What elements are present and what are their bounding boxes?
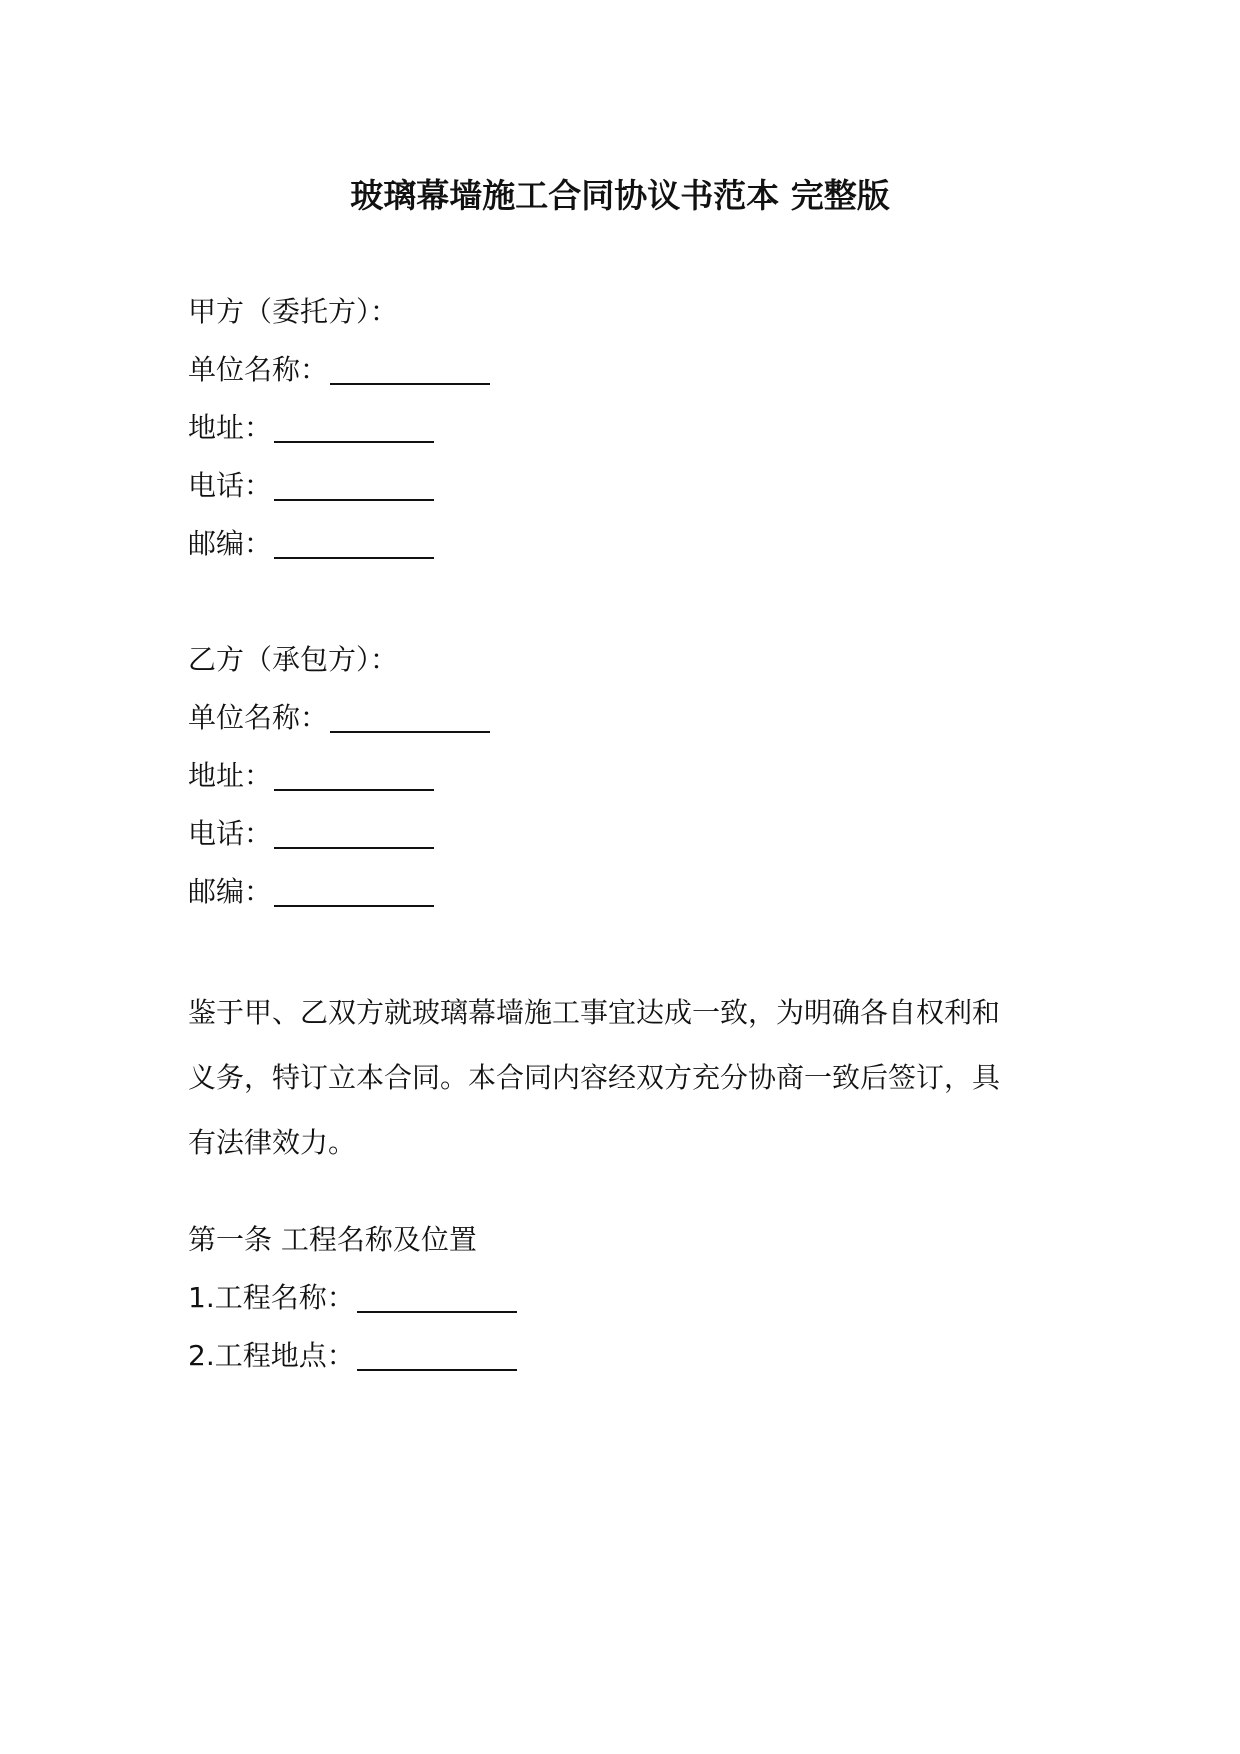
party-b-address-field [188, 756, 434, 796]
party-b-postcode-field [188, 872, 434, 912]
party-b-postcode-blank[interactable] [274, 875, 434, 907]
party-b-address-label: 地址： [188, 759, 273, 792]
party-a-heading: 甲方（委托方）： [188, 295, 399, 328]
project-name-label: 1.工程名称： [188, 1281, 355, 1314]
party-a-postcode-field [188, 524, 434, 564]
preamble-paragraph [188, 980, 1068, 1175]
article-1-heading: 第一条 工程名称及位置 [188, 1223, 477, 1256]
party-b-company-blank[interactable] [330, 701, 490, 733]
preamble-line: 有法律效力。 [188, 1126, 357, 1159]
party-b-heading: 乙方（承包方）： [188, 643, 399, 676]
party-b-phone-label: 电话： [188, 817, 273, 850]
project-location-label: 2.工程地点： [188, 1339, 355, 1372]
party-a-address-label: 地址： [188, 411, 273, 444]
project-name-field [188, 1278, 517, 1318]
party-a-postcode-label: 邮编： [188, 527, 273, 560]
party-a-phone-blank[interactable] [274, 469, 434, 501]
party-a-company-label: 单位名称： [188, 353, 329, 386]
party-b-phone-blank[interactable] [274, 817, 434, 849]
party-b-postcode-label: 邮编： [188, 875, 273, 908]
party-a-company-field [188, 350, 490, 390]
party-b-company-field [188, 698, 490, 738]
project-location-field [188, 1336, 517, 1376]
party-a-phone-label: 电话： [188, 469, 273, 502]
preamble-line: 义务，特订立本合同。本合同内容经双方充分协商一致后签订，具 [188, 1061, 1001, 1094]
party-b-phone-field [188, 814, 434, 854]
party-a-address-field [188, 408, 434, 448]
party-b-company-label: 单位名称： [188, 701, 329, 734]
project-name-blank[interactable] [357, 1281, 517, 1313]
project-location-blank[interactable] [357, 1339, 517, 1371]
preamble-line: 鉴于甲、乙双方就玻璃幕墙施工事宜达成一致，为明确各自权利和 [188, 996, 1001, 1029]
party-b-address-blank[interactable] [274, 759, 434, 791]
party-a-postcode-blank[interactable] [274, 527, 434, 559]
party-a-phone-field [188, 466, 434, 506]
party-a-address-blank[interactable] [274, 411, 434, 443]
party-a-company-blank[interactable] [330, 353, 490, 385]
document-title: 玻璃幕墙施工合同协议书范本 完整版 [350, 176, 890, 215]
